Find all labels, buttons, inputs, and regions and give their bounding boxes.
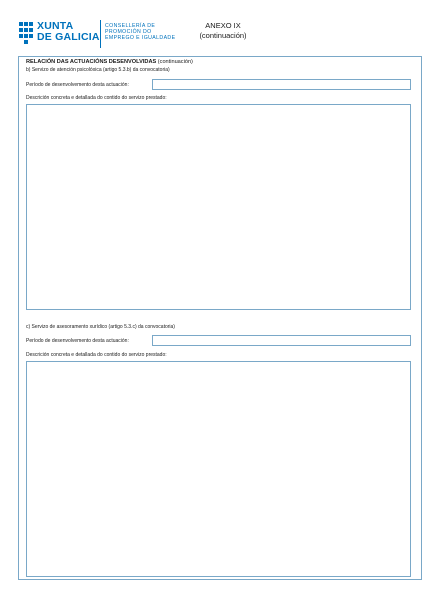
section-b-period-field[interactable]	[152, 79, 411, 90]
annex-heading	[180, 21, 266, 41]
section-b-period-label: Período de desenvolvemento desta actuación:	[26, 82, 129, 88]
section-c-period-field[interactable]	[152, 335, 411, 346]
form-title-text: RELACIÓN DAS ACTUACIÓNS DESENVOLVIDAS	[26, 59, 157, 65]
annex-subtitle: (continuación)	[199, 31, 247, 40]
xunta-logo	[18, 20, 100, 48]
form-title	[26, 59, 193, 65]
department-name	[105, 23, 175, 41]
department-line-2: PROMOCIÓN DO	[105, 29, 152, 35]
form-title-note: (continuación)	[157, 59, 193, 65]
department-line-3: EMPREGO E IGUALDADE	[105, 35, 176, 41]
xunta-emblem-icon	[18, 22, 34, 44]
section-b-description-label: Descrición concreta e detallada do contido do servizo prestado:	[26, 95, 167, 101]
section-c-heading: c) Servizo de asesoramento xurídico (artigo 5.3.c) da convocatoria)	[26, 324, 175, 330]
brand-name	[37, 21, 100, 43]
section-b-heading: b) Servizo de atención psicolóxica (artigo 5.3.b) da convocatoria)	[26, 67, 170, 73]
department-line-1: CONSELLERÍA DE	[105, 23, 156, 29]
header-divider	[100, 20, 101, 48]
section-b-description-field[interactable]	[26, 104, 411, 310]
brand-line-2: DE GALICIA	[37, 31, 100, 43]
annex-title: ANEXO IX	[205, 21, 241, 30]
section-c-description-label: Descrición concreta e detallada do contido do servizo prestado:	[26, 352, 167, 358]
brand-line-1: XUNTA	[37, 20, 74, 32]
section-c-description-field[interactable]	[26, 361, 411, 577]
section-c-period-label: Período de desenvolvemento desta actuación:	[26, 338, 129, 344]
